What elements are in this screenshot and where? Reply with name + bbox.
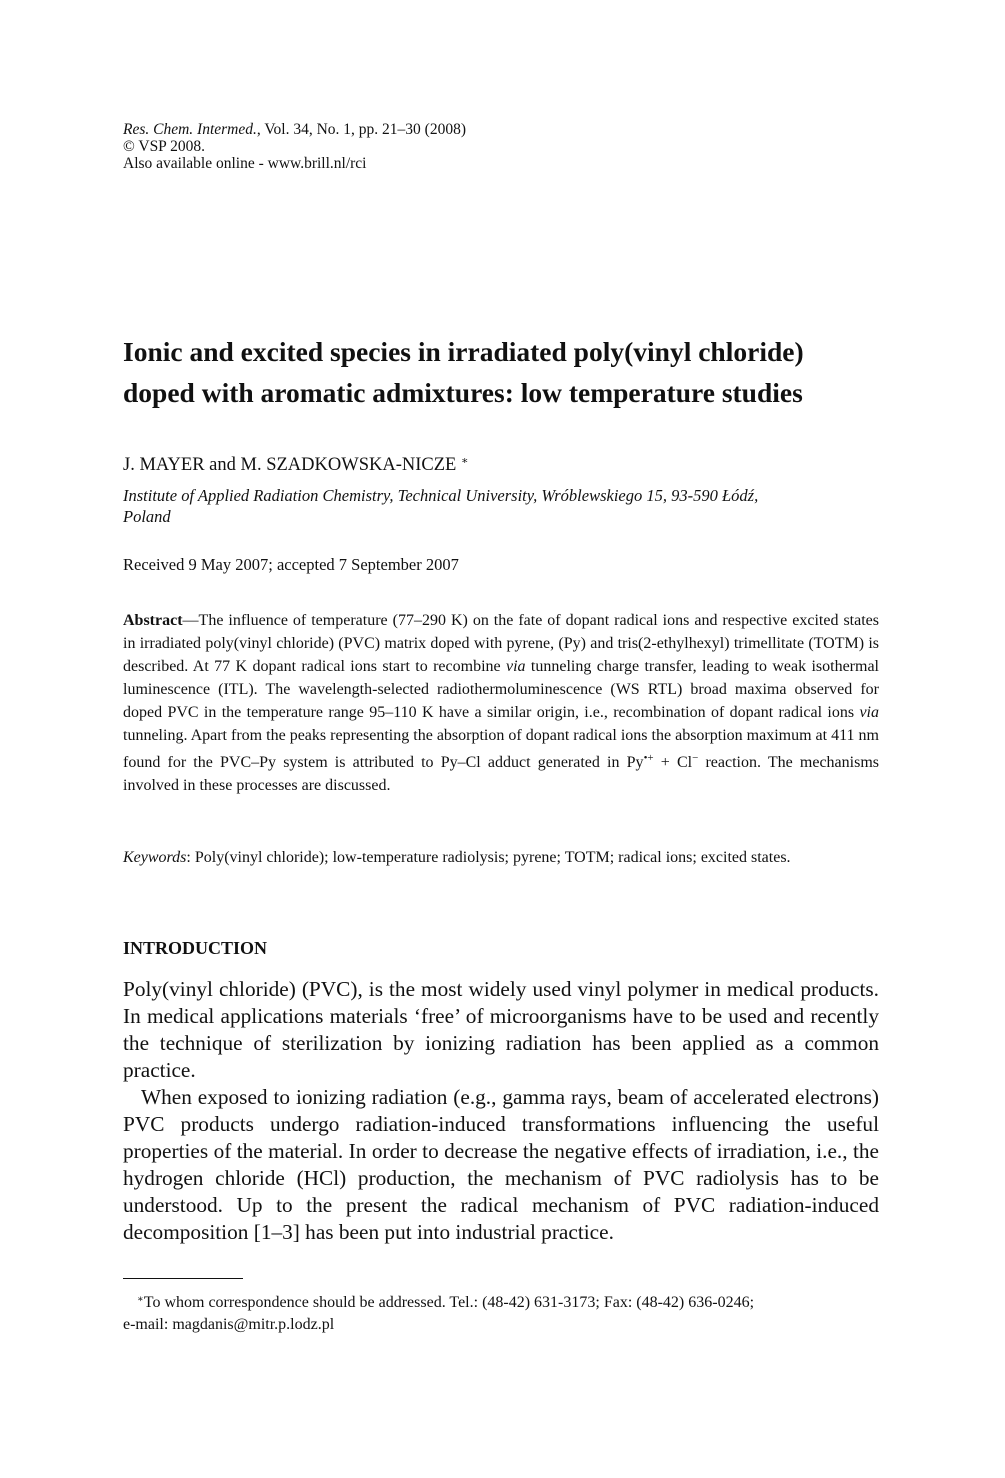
section-heading-introduction: INTRODUCTION — [123, 938, 268, 958]
anion-superscript: − — [692, 752, 699, 764]
footnote — [123, 1289, 879, 1336]
affiliation-line-2: Poland — [123, 507, 171, 526]
keywords-text: : Poly(vinyl chloride); low-temperature radiolysis; pyrene; TOTM; radical ions; excited states. — [186, 849, 791, 866]
journal-name: Res. Chem. Intermed. — [123, 121, 257, 138]
abstract-label: Abstract — [123, 612, 183, 629]
received-dates: Received 9 May 2007; accepted 7 September 2007 — [123, 555, 459, 574]
footnote-mark: ∗ — [137, 1294, 144, 1305]
affiliation-line-1: Institute of Applied Radiation Chemistry, Technical University, Wróblewskiego 15, 93-590 Łódź, — [123, 486, 759, 505]
title-line-1: Ionic and excited species in irradiated poly(vinyl chloride) — [123, 336, 804, 367]
introduction-body — [123, 976, 879, 1246]
online-availability: Also available online - www.brill.nl/rci — [123, 155, 367, 172]
copyright-line: © VSP 2008. — [123, 138, 205, 155]
keywords-label: Keywords — [123, 849, 187, 866]
keywords — [123, 846, 879, 869]
abstract-text-3: tunneling. Apart from the peaks representing the absorption of dopant radical ions the absorption maximum at 411 nm found for the PVC–Py system is attributed to Py–Cl adduct generated in Py — [123, 727, 879, 771]
radical-cation-superscript: •+ — [643, 752, 654, 764]
citation-line — [123, 121, 466, 138]
abstract-text-1: —The influence of temperature (77–290 K) on the fate of dopant radical ions and respective excited states in irradiated poly(vinyl chloride) (PVC) matrix doped with pyrene, (Py) and tris(2-ethylhexyl) trimellitate (TOTM) is described. At 77 K dopant radical ions start to recombine — [123, 612, 879, 675]
corresponding-author-mark: ∗ — [460, 455, 469, 467]
footnote-email: e-mail: magdanis@mitr.p.lodz.pl — [123, 1316, 335, 1333]
abstract-via-1: via — [505, 658, 526, 675]
paragraph: When exposed to ionizing radiation (e.g., gamma rays, beam of accelerated electrons) PVC products undergo radiation-induced transformations influencing the useful properties of the material. In order to decrease the negative effects of irradiation, i.e., the hydrogen chloride (HCl) production, the mechanism of PVC radiolysis has to be understood. Up to the present the radical mechanism of PVC radiation-induced decomposition [1–3] has been put into industrial practice. — [123, 1085, 879, 1244]
abstract-via-2: via — [859, 704, 879, 721]
paragraph: Poly(vinyl chloride) (PVC), is the most widely used vinyl polymer in medical products. In medical applications materials ‘free’ of microorganisms have to be used and recently the technique of sterilization by ionizing radiation has been applied as a common practice. — [123, 977, 879, 1082]
author-list — [123, 454, 468, 476]
abstract-text-2: tunneling charge transfer, leading to weak isothermal luminescence (ITL). The wavelength-selected radiothermoluminescence (WS RTL) broad maxima observed for doped PVC in the temperature range 95–110 K have a similar origin, i.e., recombination of dopant radical ions — [123, 658, 879, 721]
abstract — [123, 609, 879, 797]
affiliation — [123, 485, 883, 527]
abstract-text-4: + Cl — [653, 754, 693, 771]
footnote-line-1 — [123, 1289, 879, 1314]
title-line-2: doped with aromatic admixtures: low temperature studies — [123, 377, 803, 408]
running-header — [123, 121, 466, 172]
abstract-text-5: reaction. The mechanisms involved in these processes are discussed. — [123, 754, 880, 794]
paper-title — [123, 331, 903, 413]
author-names: J. MAYER and M. SZADKOWSKA-NICZE — [123, 455, 457, 475]
citation-details: , Vol. 34, No. 1, pp. 21–30 (2008) — [256, 121, 466, 138]
footnote-rule — [123, 1278, 243, 1279]
footnote-text: To whom correspondence should be addressed. Tel.: (48-42) 631-3173; Fax: (48-42) 636-0246; — [143, 1294, 755, 1311]
